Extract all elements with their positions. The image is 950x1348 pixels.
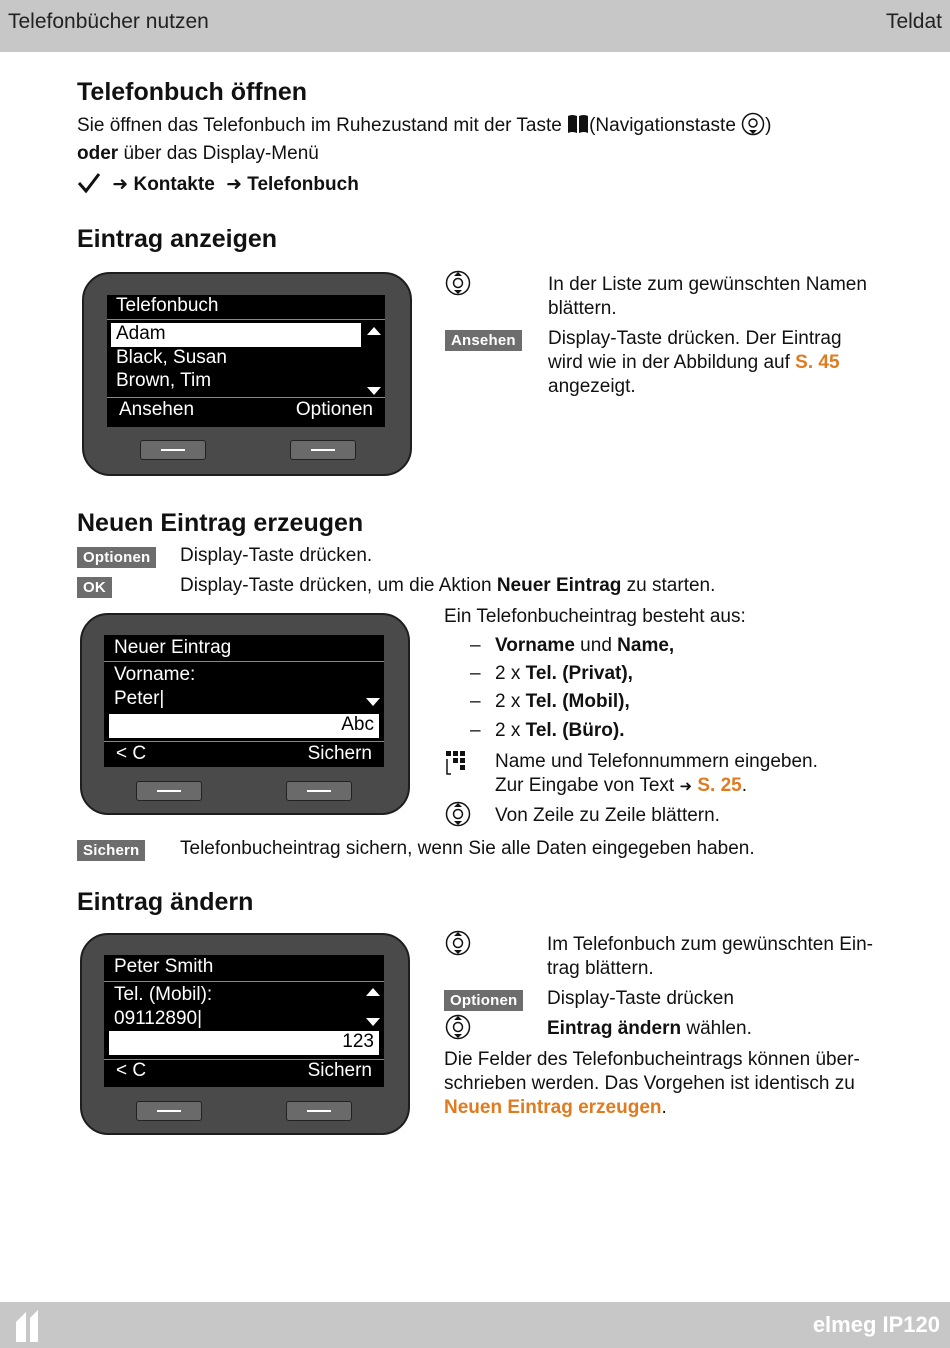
- phone-display-mockup: [80, 933, 410, 1135]
- bullet-bold: Tel. (Büro).: [525, 720, 625, 741]
- nav-key-updown-icon: [445, 930, 471, 956]
- arrow-right-icon: ➜: [679, 778, 693, 795]
- softkey-right-button[interactable]: [286, 781, 352, 801]
- display-screen: [104, 955, 384, 1087]
- section-title-new-entry: Neuen Eintrag erzeugen: [77, 509, 364, 537]
- bullet-plain: 2 x: [495, 663, 526, 684]
- open-text-a: Sie öffnen das Telefonbuch im Ruhezustand mit der Taste: [77, 115, 562, 136]
- path-phonebook: Telefonbuch: [247, 174, 359, 195]
- input-mode-label: 123: [342, 1031, 374, 1052]
- bullet-item: [495, 662, 633, 686]
- bullet-bold: Name,: [617, 635, 675, 656]
- page-ref-link[interactable]: S. 45: [795, 352, 840, 373]
- show-step2-text: wird wie in der Abbildung auf: [548, 352, 796, 373]
- input-mode-bar: [109, 714, 379, 738]
- new-step2-c: zu starten.: [621, 575, 716, 596]
- list-item: Adam: [116, 323, 166, 344]
- scroll-up-icon: [366, 988, 380, 996]
- screen-divider: [104, 741, 384, 742]
- open-text-c: ): [765, 115, 772, 136]
- screen-divider: [104, 981, 384, 982]
- edit-step1-line2: trag blättern.: [547, 958, 654, 979]
- softkey-right-button[interactable]: [286, 1101, 352, 1121]
- edit-step3-rest: wählen.: [681, 1018, 752, 1039]
- screen-divider: [107, 397, 385, 398]
- edit-step1-line1: Im Telefonbuch zum gewünschten Ein-: [547, 934, 873, 955]
- screen-title: Telefonbuch: [116, 295, 219, 316]
- softkey-left-label: < C: [116, 743, 147, 764]
- edit-para-end: .: [661, 1097, 667, 1118]
- open-menu-line: [77, 142, 319, 166]
- show-step1-line1: In der Liste zum gewünschten Namen: [548, 274, 867, 295]
- header-section-title: Telefonbücher nutzen: [8, 10, 209, 33]
- new-step2-b: Neuer Eintrag: [496, 575, 622, 596]
- bullet-bold: Tel. (Mobil),: [525, 691, 630, 712]
- show-step2-line3: angezeigt.: [548, 376, 636, 397]
- menu-path: [77, 172, 359, 197]
- bullet-item: [495, 690, 630, 714]
- new-step1-text: Display-Taste drücken.: [180, 545, 373, 566]
- show-step2-line1: Display-Taste drücken. Der Eintrag: [548, 328, 842, 349]
- list-item: Black, Susan: [116, 347, 227, 368]
- bullet-plain: 2 x: [495, 720, 526, 741]
- key-optionen: Optionen: [77, 547, 156, 568]
- bullet-bold: Tel. (Privat),: [525, 663, 633, 684]
- bullet-plain: 2 x: [495, 691, 526, 712]
- keypad-text-a: Zur Eingabe von Text: [495, 775, 680, 796]
- bullet-plain: und: [574, 635, 618, 656]
- save-text: Telefonbucheintrag sichern, wenn Sie alle Daten eingegeben haben.: [180, 838, 755, 859]
- display-screen: [107, 295, 385, 427]
- scroll-up-icon: [367, 327, 381, 335]
- list-item: Brown, Tim: [116, 370, 212, 391]
- key-sichern: Sichern: [77, 840, 145, 861]
- brand-logo-icon: [12, 1308, 42, 1344]
- nav-text: Von Zeile zu Zeile blättern.: [495, 805, 720, 826]
- or-text: oder: [77, 143, 119, 164]
- bullet-dash: –: [470, 663, 481, 684]
- page-footer: [0, 1302, 950, 1348]
- nav-key-down-icon: [741, 112, 765, 136]
- section-ref-link[interactable]: Neuen Eintrag erzeugen: [444, 1097, 662, 1118]
- edit-para-line2: schrieben werden. Das Vorgehen ist identisch zu: [444, 1073, 855, 1094]
- screen-divider: [104, 661, 384, 662]
- open-text-b: (Navigationstaste: [589, 115, 736, 136]
- edit-para-line3: [444, 1096, 667, 1120]
- softkey-right-label: Sichern: [307, 1060, 372, 1081]
- nav-key-updown-icon: [445, 1014, 471, 1040]
- keypad-text-line1: Name und Telefonnummern eingeben.: [495, 751, 818, 772]
- field-label: Tel. (Mobil):: [114, 984, 213, 1005]
- section-title-open-phonebook: Telefonbuch öffnen: [77, 78, 308, 106]
- checkmark-icon: [77, 172, 101, 194]
- keypad-text-line2: [495, 774, 747, 799]
- key-optionen: Optionen: [444, 990, 523, 1011]
- bullet-dash: –: [470, 720, 481, 741]
- bullet-bold: Vorname: [495, 635, 575, 656]
- edit-step3-bold: Eintrag ändern: [547, 1018, 682, 1039]
- nav-key-updown-icon: [445, 270, 471, 296]
- section-title-show-entry: Eintrag anzeigen: [77, 225, 278, 253]
- bullet-item: [495, 719, 624, 743]
- nav-key-updown-icon: [445, 801, 471, 827]
- show-step1-line2: blättern.: [548, 298, 617, 319]
- keypad-icon: [445, 750, 469, 776]
- arrow-right-icon: ➜: [112, 174, 129, 195]
- input-mode-label: Abc: [341, 714, 374, 735]
- screen-title: Neuer Eintrag: [114, 637, 232, 658]
- key-ansehen: Ansehen: [445, 330, 522, 351]
- scroll-down-icon: [367, 387, 381, 395]
- new-step2-a: Display-Taste drücken, um die Aktion: [180, 575, 497, 596]
- arrow-right-icon: ➜: [226, 174, 242, 195]
- scroll-down-icon: [366, 1018, 380, 1026]
- menu-text: über das Display-Menü: [118, 143, 319, 164]
- bullet-dash: –: [470, 635, 481, 656]
- footer-product: elmeg IP120: [812, 1312, 940, 1337]
- phonebook-key-icon: [567, 114, 589, 134]
- keypad-text-c: .: [741, 775, 747, 796]
- softkey-right-label: Sichern: [307, 743, 372, 764]
- edit-step2-text: Display-Taste drücken: [547, 988, 734, 1009]
- show-step2-line2: [548, 351, 840, 375]
- screen-title: Peter Smith: [114, 956, 214, 977]
- new-step2-text: [180, 574, 715, 598]
- phone-display-mockup: [80, 613, 410, 815]
- page-ref-link[interactable]: S. 25: [697, 775, 742, 796]
- entry-intro: Ein Telefonbucheintrag besteht aus:: [444, 606, 746, 627]
- path-contacts: Kontakte: [133, 174, 215, 195]
- key-ok: OK: [77, 577, 112, 598]
- softkey-right-label: Optionen: [295, 399, 373, 420]
- field-value: 09112890|: [114, 1008, 203, 1029]
- softkey-left-label: Ansehen: [119, 399, 195, 420]
- phone-display-mockup: [82, 272, 412, 476]
- softkey-left-label: < C: [116, 1060, 147, 1081]
- softkey-left-button[interactable]: [136, 781, 202, 801]
- open-instruction-line: [77, 112, 772, 138]
- display-screen: [104, 635, 384, 767]
- field-value: Peter|: [114, 688, 165, 709]
- edit-step3-text: [547, 1017, 752, 1041]
- header-brand: Teldat: [885, 10, 942, 33]
- bullet-dash: –: [470, 691, 481, 712]
- bullet-item: [495, 634, 674, 658]
- softkey-left-button[interactable]: [136, 1101, 202, 1121]
- scroll-down-icon: [366, 698, 380, 706]
- edit-para-line1: Die Felder des Telefonbucheintrags können über-: [444, 1049, 860, 1070]
- input-mode-bar: [109, 1031, 379, 1055]
- section-title-edit-entry: Eintrag ändern: [77, 888, 254, 916]
- screen-divider: [107, 319, 385, 320]
- field-label: Vorname:: [114, 664, 196, 685]
- softkey-left-button[interactable]: [140, 440, 206, 460]
- softkey-right-button[interactable]: [290, 440, 356, 460]
